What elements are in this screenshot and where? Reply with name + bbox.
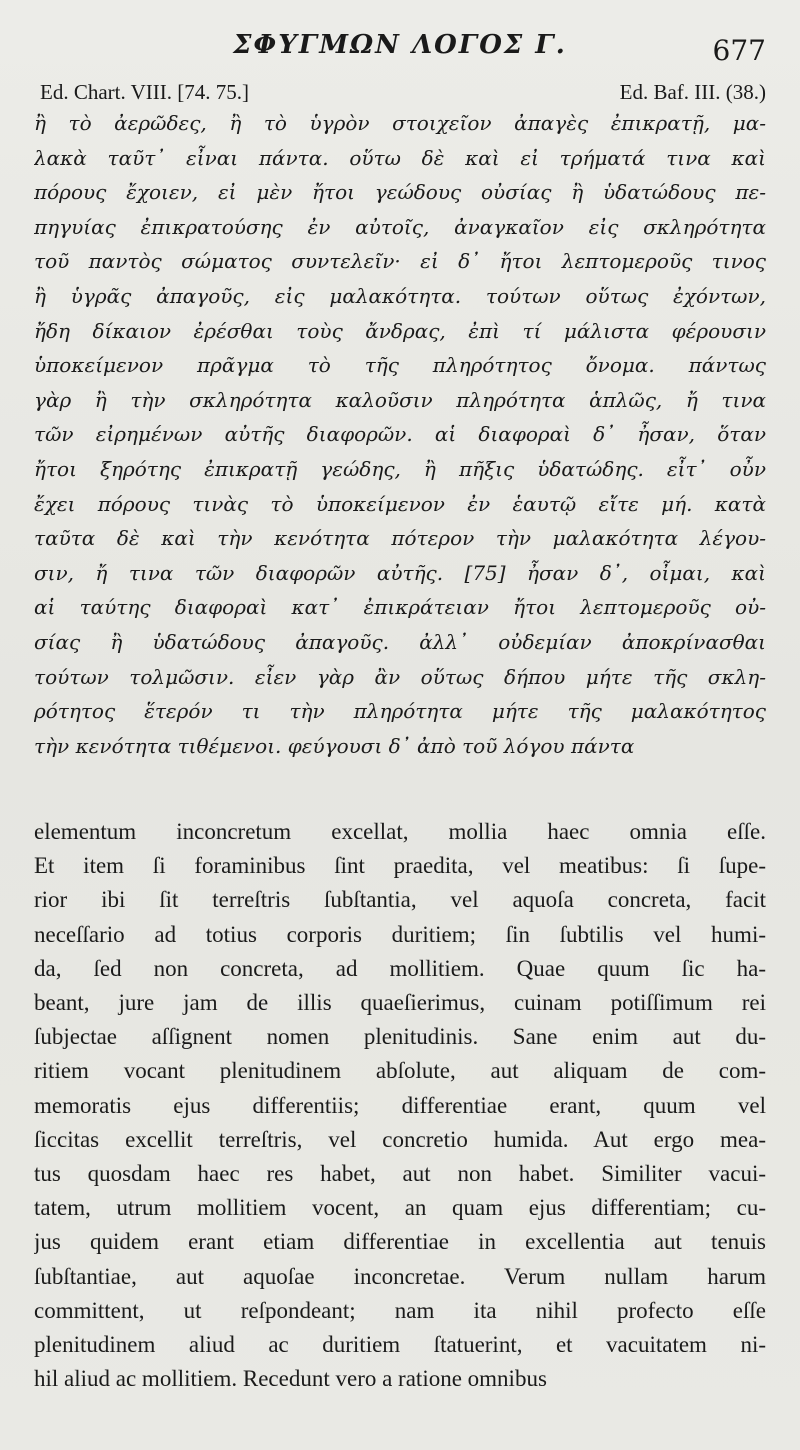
latin-text-line: neceſſario ad totius corporis duritiem; ſin ſubtilis vel humi- — [34, 921, 766, 947]
latin-text-line: tatem, utrum mollitiem vocent, an quam ejus differentiam; cu- — [34, 1195, 766, 1221]
greek-text-line: πόρους ἔχοιεν, εἰ μὲν ἤτοι γεώδους οὐσίας ἢ ὑδατώδους πε- — [34, 180, 766, 205]
greek-text-line: σιν, ἤ τινα τῶν διαφορῶν αὐτῆς. [75] ἦσαν δ᾽, οἶμαι, καὶ — [34, 560, 766, 585]
page-number: 677 — [712, 34, 766, 67]
greek-text-line: ταῦτα δὲ καὶ τὴν κενότητα πότερον τὴν μαλακότητα λέγου- — [34, 526, 766, 551]
greek-text-line: ρότητος ἕτερόν τι τὴν πληρότητα μήτε τῆς μαλακότητος — [34, 699, 766, 724]
latin-text-line: rior ibi ſit terreſtris ſubſtantia, vel aquoſa concreta, facit — [34, 887, 766, 913]
edition-basel-reference: Ed. Baf. III. (38.) — [619, 80, 766, 104]
greek-text-line: αἱ ταύτης διαφοραὶ κατ᾽ ἐπικράτειαν ἤτοι λεπτομεροῦς οὐ- — [34, 595, 766, 620]
latin-text-line: hil aliud ac mollitiem. Recedunt vero a ratione omnibus — [34, 1366, 547, 1392]
latin-text-line: elementum inconcretum excellat, mollia haec omnia eſſe. — [34, 819, 766, 844]
latin-text-line: Et item ſi foraminibus ſint praedita, vel meatibus: ſi ſupe- — [34, 853, 766, 879]
latin-text-line: ritiem vocant plenitudinem abſolute, aut aliquam de com- — [34, 1058, 766, 1084]
greek-text-line: λακὰ ταῦτ᾽ εἶναι πάντα. οὕτω δὲ καὶ εἰ τρήματά τινα καὶ — [34, 145, 766, 170]
latin-text-line: ſubſtantiae, aut aquoſae inconcretae. Verum nullam harum — [34, 1263, 766, 1289]
greek-text-line: σίας ἢ ὑδατώδους ἀπαγοῦς. ἀλλ᾽ οὐδεμίαν ἀποκρίνασθαι — [34, 629, 766, 654]
edition-references — [40, 80, 766, 105]
running-title: ΣΦΥΓΜΩΝ ΛΟΓΟΣ Γ. — [233, 30, 567, 60]
latin-text-line: committent, ut reſpondeant; nam ita nihil profecto eſſe — [34, 1297, 766, 1323]
latin-text-line: tus quosdam haec res habet, aut non habet. Similiter vacui- — [34, 1161, 766, 1187]
greek-text-line: τοῦ παντὸς σώματος συντελεῖν· εἰ δ᾽ ἤτοι λεπτομεροῦς τινος — [34, 249, 766, 274]
greek-text-line: ἢ ὑγρᾶς ἀπαγοῦς, εἰς μαλακότητα. τούτων οὕτως ἐχόντων, — [34, 283, 766, 308]
latin-text-line: ſiccitas excellit terreſtris, vel concretio humida. Aut ergo mea- — [34, 1126, 766, 1152]
greek-text-line: τῶν εἰρημένων αὐτῆς διαφορῶν. αἱ διαφοραὶ δ᾽ ἦσαν, ὅταν — [34, 422, 766, 447]
latin-text-line: beant, jure jam de illis quaeſierimus, cuinam potiſſimum rei — [34, 990, 766, 1016]
latin-text-line: memoratis ejus differentiis; differentiae erant, quum vel — [34, 1092, 766, 1118]
greek-text-line: τὴν κενότητα τιθέμενοι. φεύγουσι δ᾽ ἀπὸ τοῦ λόγου πάντα — [34, 733, 635, 758]
greek-text-line: τούτων τολμῶσιν. εἶεν γὰρ ἂν οὕτως δήπου μήτε τῆς σκλη- — [34, 664, 766, 689]
greek-text-line: ὑποκείμενον πρᾶγμα τὸ τῆς πληρότητος ὄνομα. πάντως — [34, 353, 766, 378]
greek-text-line: ἤδη δίκαιον ἐρέσθαι τοὺς ἄνδρας, ἐπὶ τί μάλιστα φέρουσιν — [34, 318, 766, 343]
latin-text-line: ſubjectae aſſignent nomen plenitudinis. Sane enim aut du- — [34, 1024, 766, 1050]
greek-text-line: πηγυίας ἐπικρατούσης ἐν αὐτοῖς, ἀναγκαῖον εἰς σκληρότητα — [34, 214, 766, 239]
greek-text-line: ἢ τὸ ἀερῶδες, ἢ τὸ ὑγρὸν στοιχεῖον ἀπαγὲς ἐπικρατῇ, μα- — [34, 111, 766, 135]
latin-text-block — [34, 815, 766, 1396]
greek-text-block — [34, 106, 766, 763]
latin-text-line: jus quidem erant etiam differentiae in excellentia aut tenuis — [34, 1229, 766, 1255]
edition-chartier-reference: Ed. Chart. VIII. [74. 75.] — [40, 80, 249, 104]
greek-text-line: γὰρ ἢ τὴν σκληρότητα καλοῦσιν πληρότητα ἁπλῶς, ἤ τινα — [34, 387, 766, 412]
latin-text-line: plenitudinem aliud ac duritiem ſtatuerint, et vacuitatem ni- — [34, 1332, 766, 1358]
greek-text-line: ἔχει πόρους τινὰς τὸ ὑποκείμενον ἐν ἑαυτῷ εἴτε μή. κατὰ — [34, 491, 766, 516]
latin-text-line: da, ſed non concreta, ad mollitiem. Quae quum ſic ha- — [34, 955, 766, 981]
greek-text-line: ἤτοι ξηρότης ἐπικρατῇ γεώδης, ἢ πῆξις ὑδατώδης. εἶτ᾽ οὖν — [34, 456, 766, 481]
